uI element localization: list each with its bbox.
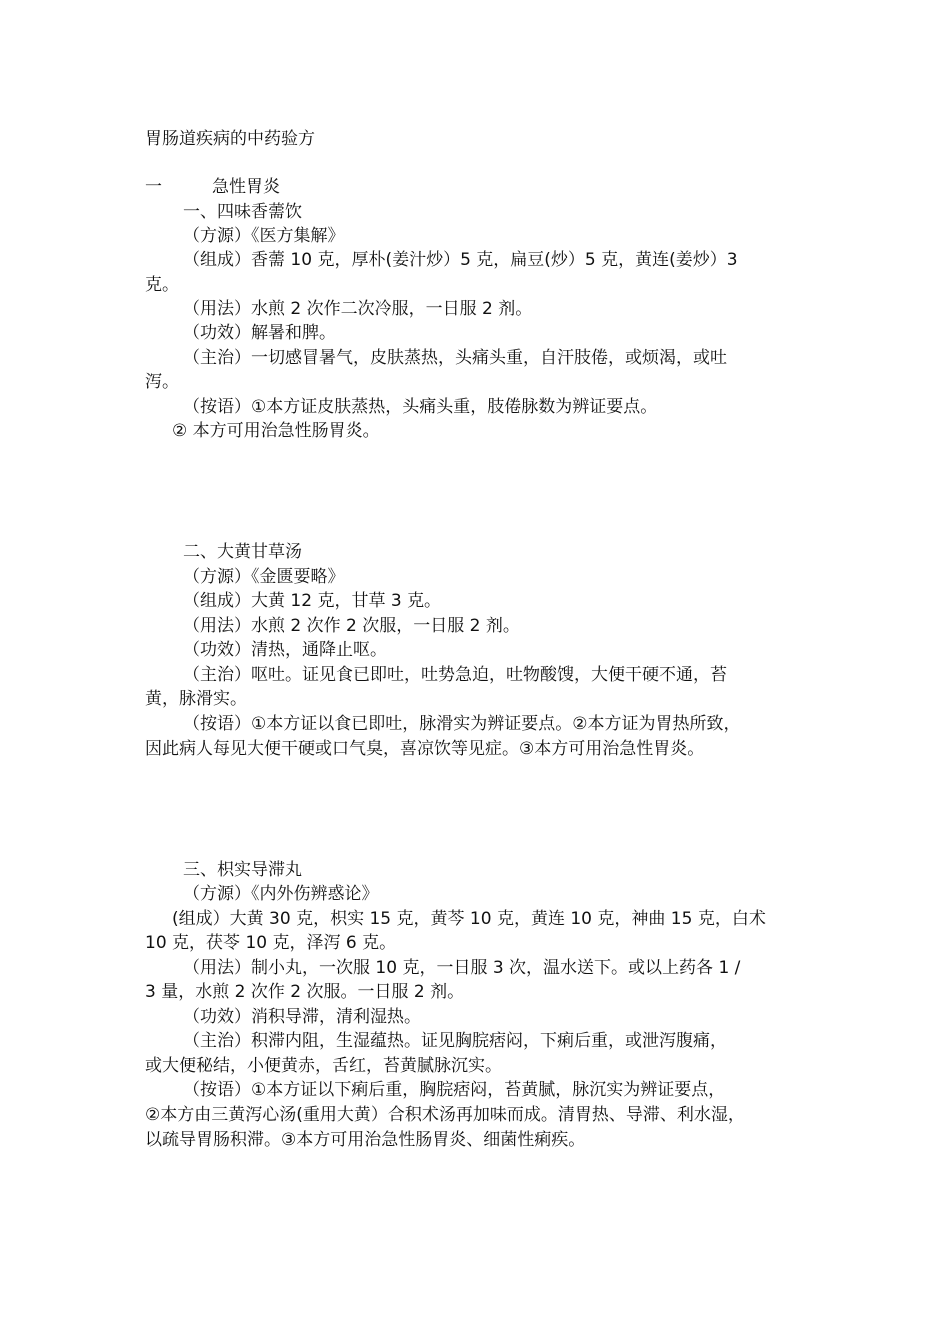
recipe3-usage-line1: （用法）制小丸，一次服 10 克，一日服 3 次，温水送下。或以上药各 1 / — [183, 958, 741, 978]
page-title: 胃肠道疾病的中药验方 — [145, 129, 315, 149]
section-name: 急性胃炎 — [212, 177, 280, 197]
recipe3-heading: 三、枳实导滞丸 — [183, 860, 302, 880]
recipe3-effect: （功效）消积导滞，清利湿热。 — [183, 1007, 421, 1027]
recipe2-indication-line1: （主治）呕吐。证见食已即吐，吐势急迫，吐物酸馊，大便干硬不通，苔 — [183, 665, 727, 685]
recipe1-indication-line2: 泻。 — [145, 372, 179, 392]
recipe3-indication-line1: （主治）积滞内阻，生湿蕴热。证见胸脘痞闷，下痢后重，或泄泻腹痛， — [183, 1031, 727, 1051]
recipe2-note-line2: 因此病人每见大便干硬或口气臭，喜凉饮等见症。③本方可用治急性胃炎。 — [145, 739, 705, 759]
recipe1-usage: （用法）水煎 2 次作二次冷服，一日服 2 剂。 — [183, 299, 533, 319]
recipe1-note-line2: ② 本方可用治急性肠胃炎。 — [172, 421, 380, 441]
recipe2-composition: （组成）大黄 12 克，甘草 3 克。 — [183, 591, 442, 611]
recipe1-heading: 一、四味香薷饮 — [183, 202, 302, 222]
recipe3-note-line3: 以疏导胃肠积滞。③本方可用治急性肠胃炎、细菌性痢疾。 — [145, 1130, 586, 1150]
recipe1-composition-line2: 克。 — [145, 275, 179, 295]
recipe3-note-line2: ②本方由三黄泻心汤(重用大黄）合积术汤再加味而成。清胃热、导滞、利水湿， — [145, 1105, 745, 1125]
recipe3-usage-line2: 3 量，水煎 2 次作 2 次服。一日服 2 剂。 — [145, 982, 465, 1002]
recipe3-indication-line2: 或大便秘结，小便黄赤，舌红，苔黄腻脉沉实。 — [145, 1056, 502, 1076]
recipe2-indication-line2: 黄，脉滑实。 — [145, 689, 247, 709]
recipe3-composition-line2: 10 克，茯苓 10 克，泽泻 6 克。 — [145, 933, 397, 953]
section-number: 一 — [145, 177, 162, 197]
recipe3-note-line1: （按语）①本方证以下痢后重，胸脘痞闷，苔黄腻，脉沉实为辨证要点， — [183, 1080, 726, 1100]
recipe1-indication-line1: （主治）一切感冒暑气，皮肤蒸热，头痛头重，自汗肢倦，或烦渴，或吐 — [183, 348, 727, 368]
recipe3-source: （方源）《内外伤辨惑论》 — [183, 884, 379, 904]
recipe2-effect: （功效）清热，通降止呕。 — [183, 640, 387, 660]
recipe3-composition-line1: (组成）大黄 30 克，枳实 15 克，黄芩 10 克，黄连 10 克，神曲 15 克，白术 — [172, 909, 766, 929]
recipe2-heading: 二、大黄甘草汤 — [183, 542, 302, 562]
recipe1-composition-line1: （组成）香薷 10 克，厚朴(姜汁炒）5 克，扁豆(炒）5 克，黄连(姜炒）3 — [183, 250, 738, 270]
recipe2-source: （方源）《金匮要略》 — [183, 567, 345, 587]
recipe1-effect: （功效）解暑和脾。 — [183, 323, 336, 343]
recipe2-note-line1: （按语）①本方证以食已即吐，脉滑实为辨证要点。②本方证为胃热所致， — [183, 714, 741, 734]
recipe1-note-line1: （按语）①本方证皮肤蒸热，头痛头重，肢倦脉数为辨证要点。 — [183, 397, 658, 417]
recipe2-usage: （用法）水煎 2 次作 2 次服，一日服 2 剂。 — [183, 616, 520, 636]
recipe1-source: （方源）《医方集解》 — [183, 226, 345, 246]
